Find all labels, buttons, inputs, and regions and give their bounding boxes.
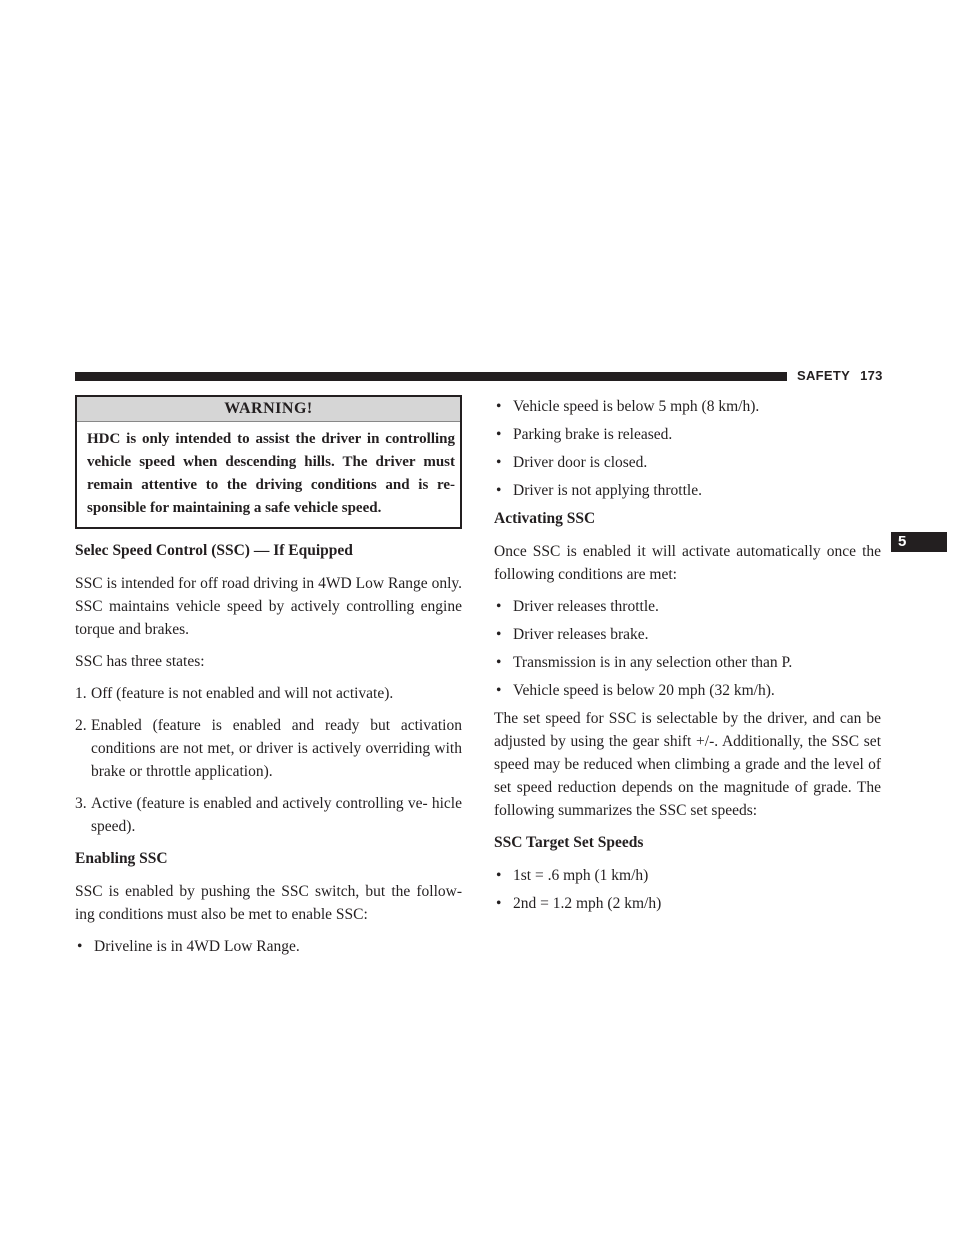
item-text: Driver is not applying throttle.: [513, 482, 702, 499]
item-text: Driver releases throttle.: [513, 598, 659, 615]
bullet-icon: •: [496, 895, 502, 912]
right-column: [494, 395, 881, 920]
target-speeds-list: [494, 864, 881, 915]
item-text: Active (feature is enabled and actively controlling ve- hicle speed).: [91, 795, 462, 835]
ssc-states-intro: SSC has three states:: [75, 653, 205, 670]
item-number: 2.: [75, 717, 87, 734]
list-item: [494, 892, 881, 915]
activating-heading: Activating SSC: [494, 510, 596, 527]
item-text: Enabled (feature is enabled and ready but activation conditions are not met, or driver is actively overriding with brake or throttle application).: [91, 717, 462, 780]
item-number: 3.: [75, 795, 87, 812]
item-text: Transmission is in any selection other than P.: [513, 654, 793, 671]
warning-box: [75, 395, 462, 529]
item-text: 2nd = 1.2 mph (2 km/h): [513, 895, 662, 912]
warning-text: HDC is only intended to assist the driver in controlling vehicle speed when descending hills. The driver must remain attentive to the driving conditions and is re- sponsible for maintaining a safe vehicle speed.: [87, 431, 455, 516]
bullet-icon: •: [496, 482, 502, 499]
bullet-icon: •: [496, 398, 502, 415]
section-title: SAFETY: [797, 368, 851, 383]
left-column: [75, 395, 462, 963]
activating-list: [494, 595, 881, 702]
list-item: [494, 651, 881, 674]
item-text: Vehicle speed is below 20 mph (32 km/h).: [513, 682, 775, 699]
running-header: [797, 368, 883, 383]
bullet-icon: •: [496, 654, 502, 671]
bullet-icon: •: [496, 867, 502, 884]
item-text: Off (feature is not enabled and will not activate).: [91, 685, 394, 702]
list-item: [75, 682, 462, 705]
list-item: [494, 423, 881, 446]
list-item: [75, 792, 462, 838]
ssc-heading: Selec Speed Control (SSC) — If Equipped: [75, 542, 353, 559]
page-number: 173: [860, 368, 883, 383]
item-text: Driver releases brake.: [513, 626, 649, 643]
item-text: Driveline is in 4WD Low Range.: [94, 938, 300, 955]
bullet-icon: •: [496, 626, 502, 643]
ssc-intro: SSC is intended for off road driving in 4WD Low Range only. SSC maintains vehicle speed by actively controlling engine torque and brakes.: [75, 575, 462, 638]
list-item: [494, 451, 881, 474]
list-item: [494, 595, 881, 618]
item-text: Driver door is closed.: [513, 454, 648, 471]
enabling-intro: SSC is enabled by pushing the SSC switch, but the follow- ing conditions must also be met to enable SSC:: [75, 883, 462, 923]
header-rule: [75, 372, 787, 381]
bullet-icon: •: [496, 426, 502, 443]
bullet-icon: •: [496, 598, 502, 615]
list-item: [494, 395, 881, 418]
warning-title: WARNING!: [77, 397, 460, 422]
bullet-icon: •: [77, 938, 83, 955]
list-item: [494, 679, 881, 702]
item-number: 1.: [75, 685, 87, 702]
chapter-tab: 5: [891, 532, 947, 552]
list-item: [75, 714, 462, 783]
bullet-icon: •: [496, 454, 502, 471]
bullet-icon: •: [496, 682, 502, 699]
target-speeds-heading: SSC Target Set Speeds: [494, 834, 644, 851]
item-text: Parking brake is released.: [513, 426, 673, 443]
enabling-heading: Enabling SSC: [75, 850, 168, 867]
list-item: [494, 479, 881, 502]
list-item: [75, 935, 462, 958]
set-speed-paragraph: The set speed for SSC is selectable by the driver, and can be adjusted by using the gear shift +/-. Additionally, the SSC set speed may be reduced when climbing a grade and the level of set speed reduction depends on the magnitude of grade. The following summarizes the SSC set speeds:: [494, 710, 881, 819]
enabling-list: [75, 935, 462, 958]
list-item: [494, 864, 881, 887]
item-text: Vehicle speed is below 5 mph (8 km/h).: [513, 398, 760, 415]
item-text: 1st = .6 mph (1 km/h): [513, 867, 649, 884]
activating-intro: Once SSC is enabled it will activate automatically once the following conditions are met:: [494, 543, 881, 583]
enabling-list-continued: [494, 395, 881, 502]
list-item: [494, 623, 881, 646]
